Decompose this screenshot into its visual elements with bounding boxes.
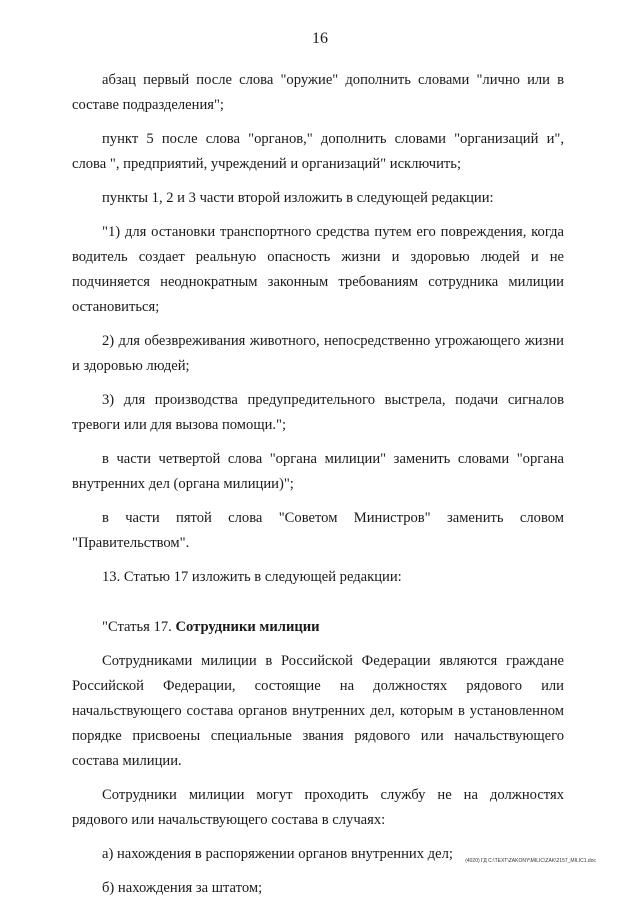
footer-file-code: (4020) ГД C:\TEXT\ZAKONY\MILIC\ZAK\2157_MILIC1.doc [465,858,596,864]
article-prefix: "Статья 17. [102,619,176,635]
paragraph-item-1: "1) для остановки транспортного средства путем его повреждения, когда водитель создает реальную опасность жизни и здоровью людей и не подчиняется неоднократным законным требованиям сотрудника милиции остановиться; [72,224,564,315]
spacer [72,599,564,615]
paragraph-amend-1: абзац первый после слова "оружие" дополнить словами "лично или в составе подразделения"; [72,72,564,113]
article-paragraph-1: Сотрудниками милиции в Российской Федерации являются граждане Российской Федерации, состоящие на должностях рядового или начальствующего состава органов внутренних дел, которым в установленном порядке присвоены специальные звания рядового или начальствующего состава милиции. [72,653,564,769]
paragraph-amend-2: пункт 5 после слова "органов," дополнить словами "организаций и", слова ", предприятий, учреждений и организаций" исключить; [72,131,564,172]
document-body [72,68,564,910]
paragraph-item-3: 3) для производства предупредительного выстрела, подачи сигналов тревоги или для вызова помощи."; [72,392,564,433]
article-paragraph-4: б) нахождения за штатом; [102,880,263,896]
article-heading [72,615,564,640]
article-title: Сотрудники милиции [175,619,320,635]
article-paragraph-2: Сотрудники милиции могут проходить службу не на должностях рядового или начальствующего состава в случаях: [72,787,564,828]
paragraph-item-2: 2) для обезвреживания животного, непосредственно угрожающего жизни и здоровью людей; [72,333,564,374]
page-number: 16 [312,30,328,47]
paragraph-amend-3: пункты 1, 2 и 3 части второй изложить в следующей редакции: [102,190,494,206]
paragraph-amend-13: 13. Статью 17 изложить в следующей редакции: [102,569,402,585]
paragraph-amend-part5: в части пятой слова "Советом Министров" заменить словом "Правительством". [72,510,564,551]
paragraph-amend-part4: в части четвертой слова "органа милиции" заменить словами "органа внутренних дел (органа милиции)"; [72,451,564,492]
article-paragraph-3: а) нахождения в распоряжении органов внутренних дел; [102,846,453,862]
